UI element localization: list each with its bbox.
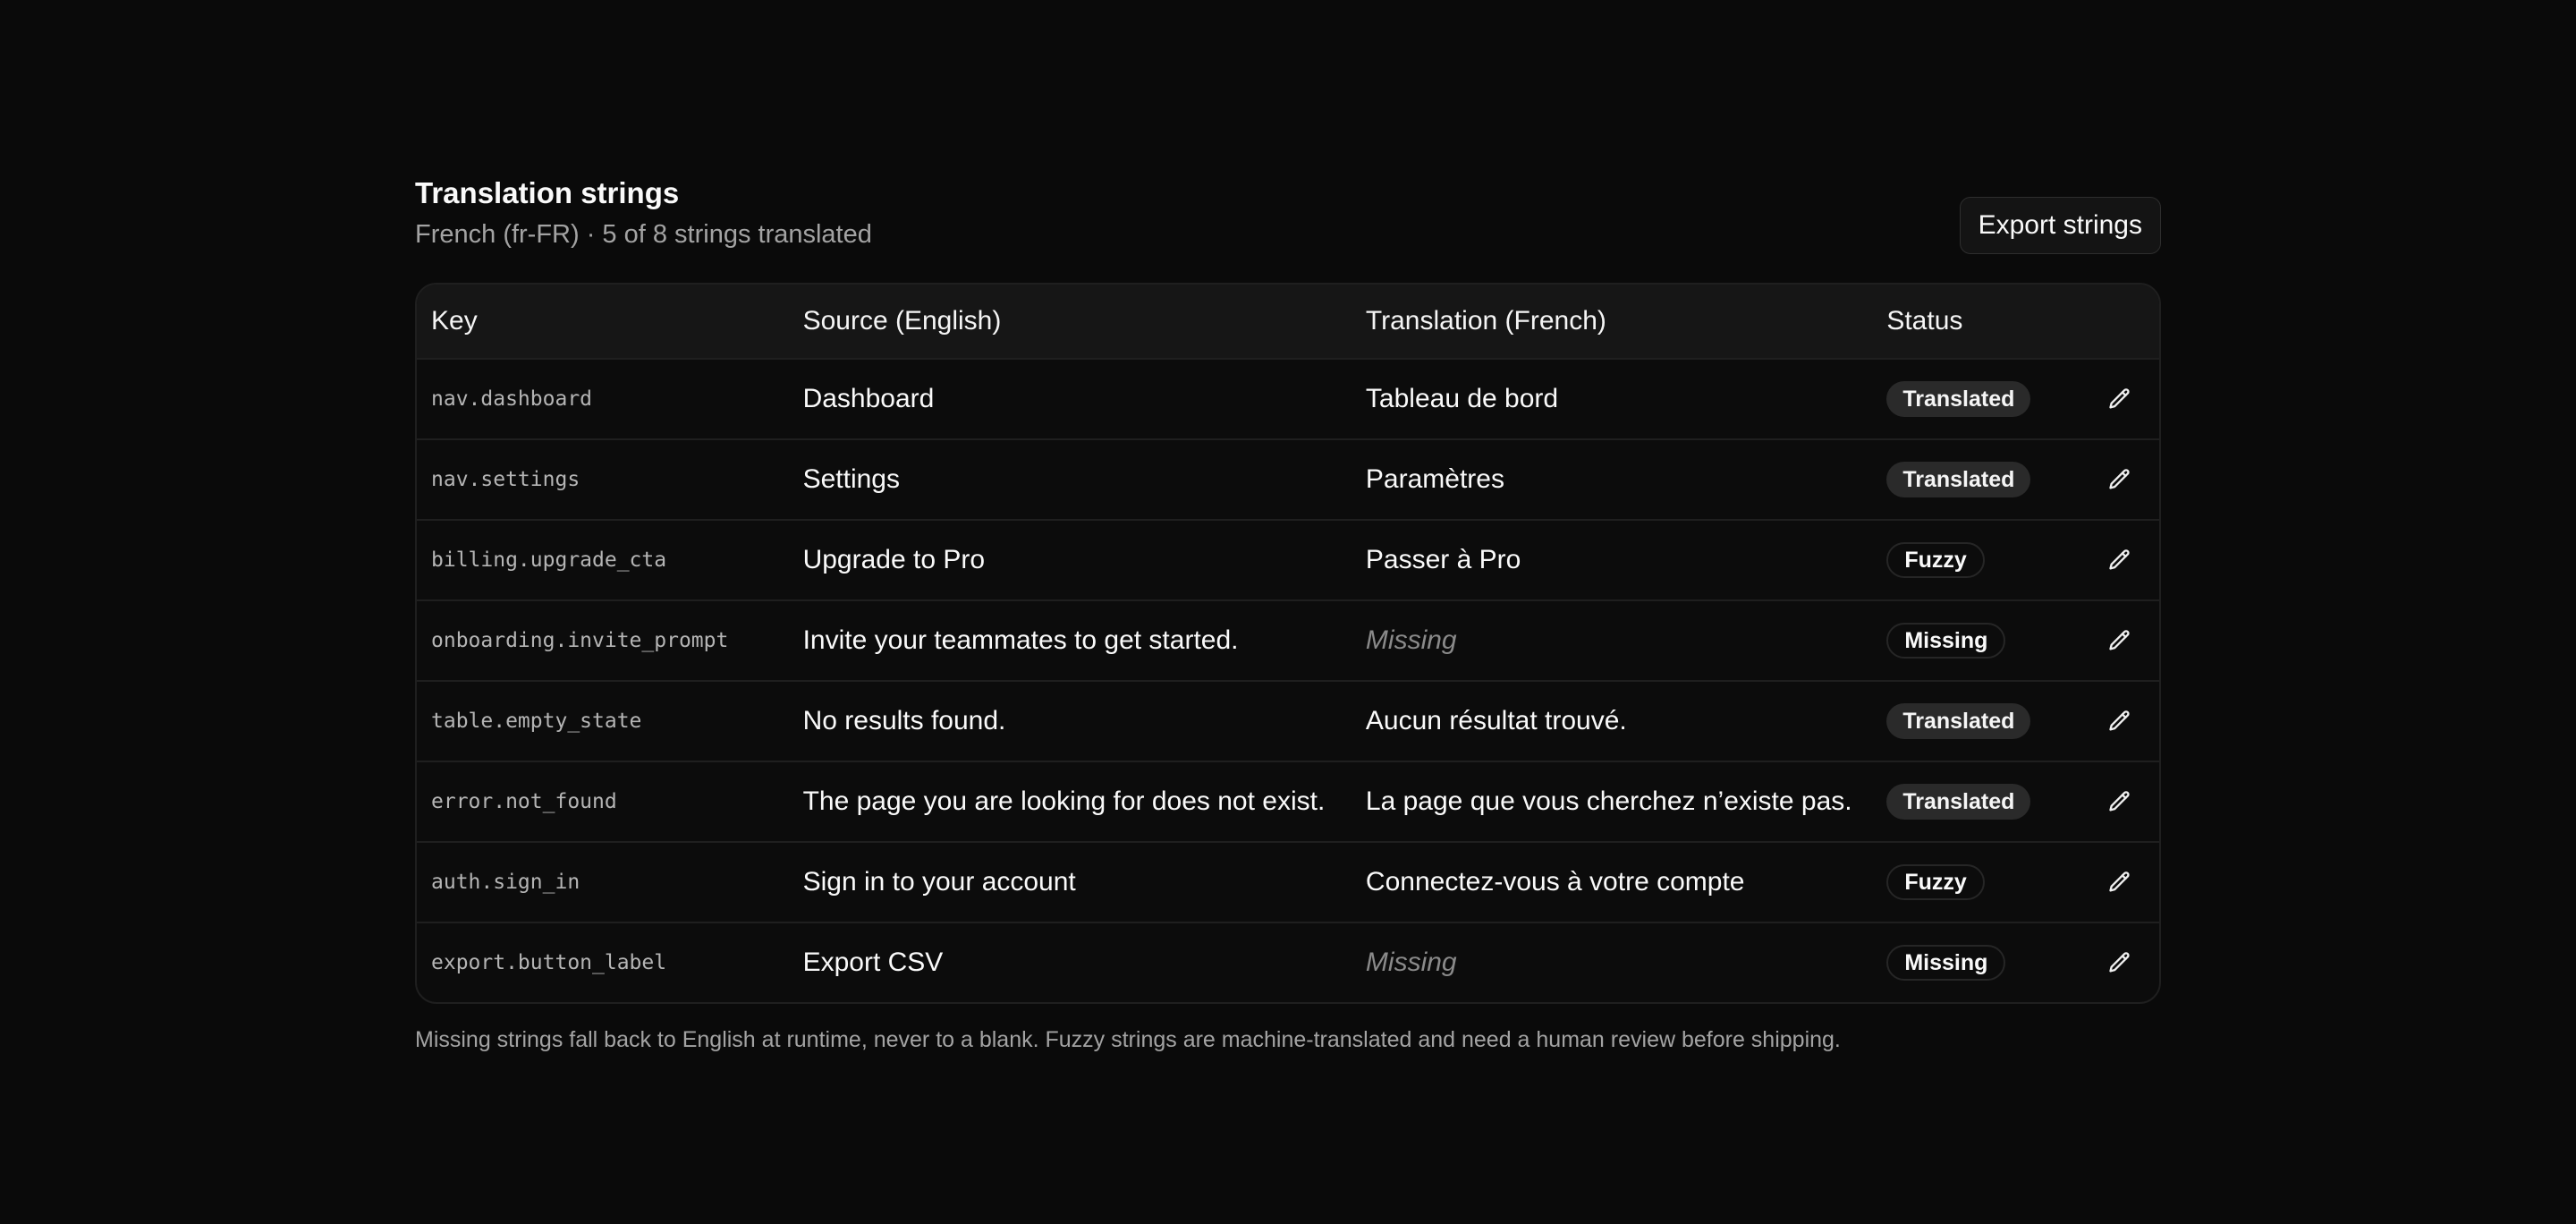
- table-row-table-empty-state[interactable]: [417, 680, 2159, 761]
- edit-button[interactable]: [2100, 460, 2140, 499]
- actions-cell: [2080, 863, 2159, 902]
- pencil-icon: [2107, 387, 2132, 412]
- translation-table: [415, 283, 2161, 1004]
- status-badge: Translated: [1886, 703, 2030, 739]
- edit-button[interactable]: [2100, 701, 2140, 741]
- edit-button[interactable]: [2100, 943, 2140, 982]
- actions-cell: [2080, 460, 2159, 499]
- status-cell: [1872, 945, 2080, 981]
- actions-cell: [2080, 540, 2159, 580]
- string-key: auth.sign_in: [431, 871, 580, 894]
- string-key: nav.dashboard: [431, 387, 593, 411]
- source-text: Invite your teammates to get started.: [802, 625, 1239, 655]
- edit-button[interactable]: [2100, 540, 2140, 580]
- source-text: Upgrade to Pro: [802, 545, 986, 574]
- status-badge: Translated: [1886, 381, 2030, 417]
- edit-button[interactable]: [2100, 621, 2140, 660]
- export-strings-button[interactable]: Export strings: [1960, 197, 2161, 254]
- table-row-nav-dashboard[interactable]: [417, 358, 2159, 438]
- translation-text: Passer à Pro: [1365, 545, 1521, 574]
- status-badge: Missing: [1886, 945, 2005, 981]
- source-text: The page you are looking for does not exist.: [802, 786, 1326, 816]
- edit-button[interactable]: [2100, 782, 2140, 821]
- string-key: billing.upgrade_cta: [431, 548, 667, 572]
- status-cell: [1872, 381, 2080, 417]
- status-badge: Fuzzy: [1886, 864, 1984, 900]
- string-key: onboarding.invite_prompt: [431, 629, 729, 652]
- table-body: [417, 358, 2159, 1002]
- translation-text: Paramètres: [1365, 464, 1504, 494]
- translation-text: Missing: [1365, 625, 1457, 655]
- source-text: No results found.: [802, 706, 1006, 735]
- pencil-icon: [2107, 870, 2132, 895]
- string-key: nav.settings: [431, 468, 580, 491]
- status-badge: Translated: [1886, 462, 2030, 497]
- status-cell: [1872, 542, 2080, 578]
- pencil-icon: [2107, 628, 2132, 653]
- actions-cell: [2080, 379, 2159, 419]
- pencil-icon: [2107, 467, 2132, 492]
- page-title: Translation strings: [415, 176, 680, 209]
- table-row-error-not-found[interactable]: [417, 761, 2159, 841]
- translation-panel: [415, 175, 2161, 1054]
- table-row-export-button-label[interactable]: [417, 922, 2159, 1002]
- translation-text: Aucun résultat trouvé.: [1365, 706, 1627, 735]
- table-row-billing-upgrade-cta[interactable]: [417, 519, 2159, 599]
- status-cell: [1872, 462, 2080, 497]
- source-text: Export CSV: [802, 948, 944, 977]
- page-subtitle: French (fr-FR) · 5 of 8 strings translated: [415, 220, 872, 249]
- translation-text: Missing: [1365, 948, 1457, 977]
- string-key: export.button_label: [431, 951, 667, 974]
- status-badge: Translated: [1886, 784, 2030, 820]
- pencil-icon: [2107, 950, 2132, 975]
- table-row-auth-sign-in[interactable]: [417, 841, 2159, 922]
- translation-text: Connectez-vous à votre compte: [1365, 867, 1745, 897]
- status-cell: [1872, 623, 2080, 659]
- pencil-icon: [2107, 789, 2132, 814]
- actions-cell: [2080, 943, 2159, 982]
- status-cell: [1872, 703, 2080, 739]
- status-badge: Missing: [1886, 623, 2005, 659]
- actions-cell: [2080, 701, 2159, 741]
- column-header-source: Source (English): [802, 306, 1002, 336]
- column-header-translation: Translation (French): [1365, 306, 1606, 336]
- status-badge: Fuzzy: [1886, 542, 1984, 578]
- column-header-key: Key: [431, 306, 478, 336]
- string-key: error.not_found: [431, 790, 617, 813]
- status-cell: [1872, 864, 2080, 900]
- actions-cell: [2080, 621, 2159, 660]
- translation-text: Tableau de bord: [1365, 384, 1559, 413]
- edit-button[interactable]: [2100, 379, 2140, 419]
- source-text: Sign in to your account: [802, 867, 1076, 897]
- panel-header: [415, 175, 2161, 283]
- edit-button[interactable]: [2100, 863, 2140, 902]
- footer-note: Missing strings fall back to English at runtime, never to a blank. Fuzzy strings are machine-translated and need a human review before shipping.: [415, 1027, 1841, 1052]
- column-header-status: Status: [1886, 306, 1963, 336]
- string-key: table.empty_state: [431, 710, 642, 733]
- table-header-row: [417, 285, 2159, 358]
- actions-cell: [2080, 782, 2159, 821]
- table-row-onboarding-invite-prompt[interactable]: [417, 599, 2159, 680]
- table-row-nav-settings[interactable]: [417, 438, 2159, 519]
- source-text: Dashboard: [802, 384, 935, 413]
- pencil-icon: [2107, 709, 2132, 734]
- source-text: Settings: [802, 464, 900, 494]
- status-cell: [1872, 784, 2080, 820]
- pencil-icon: [2107, 548, 2132, 573]
- translation-text: La page que vous cherchez n’existe pas.: [1365, 786, 1852, 816]
